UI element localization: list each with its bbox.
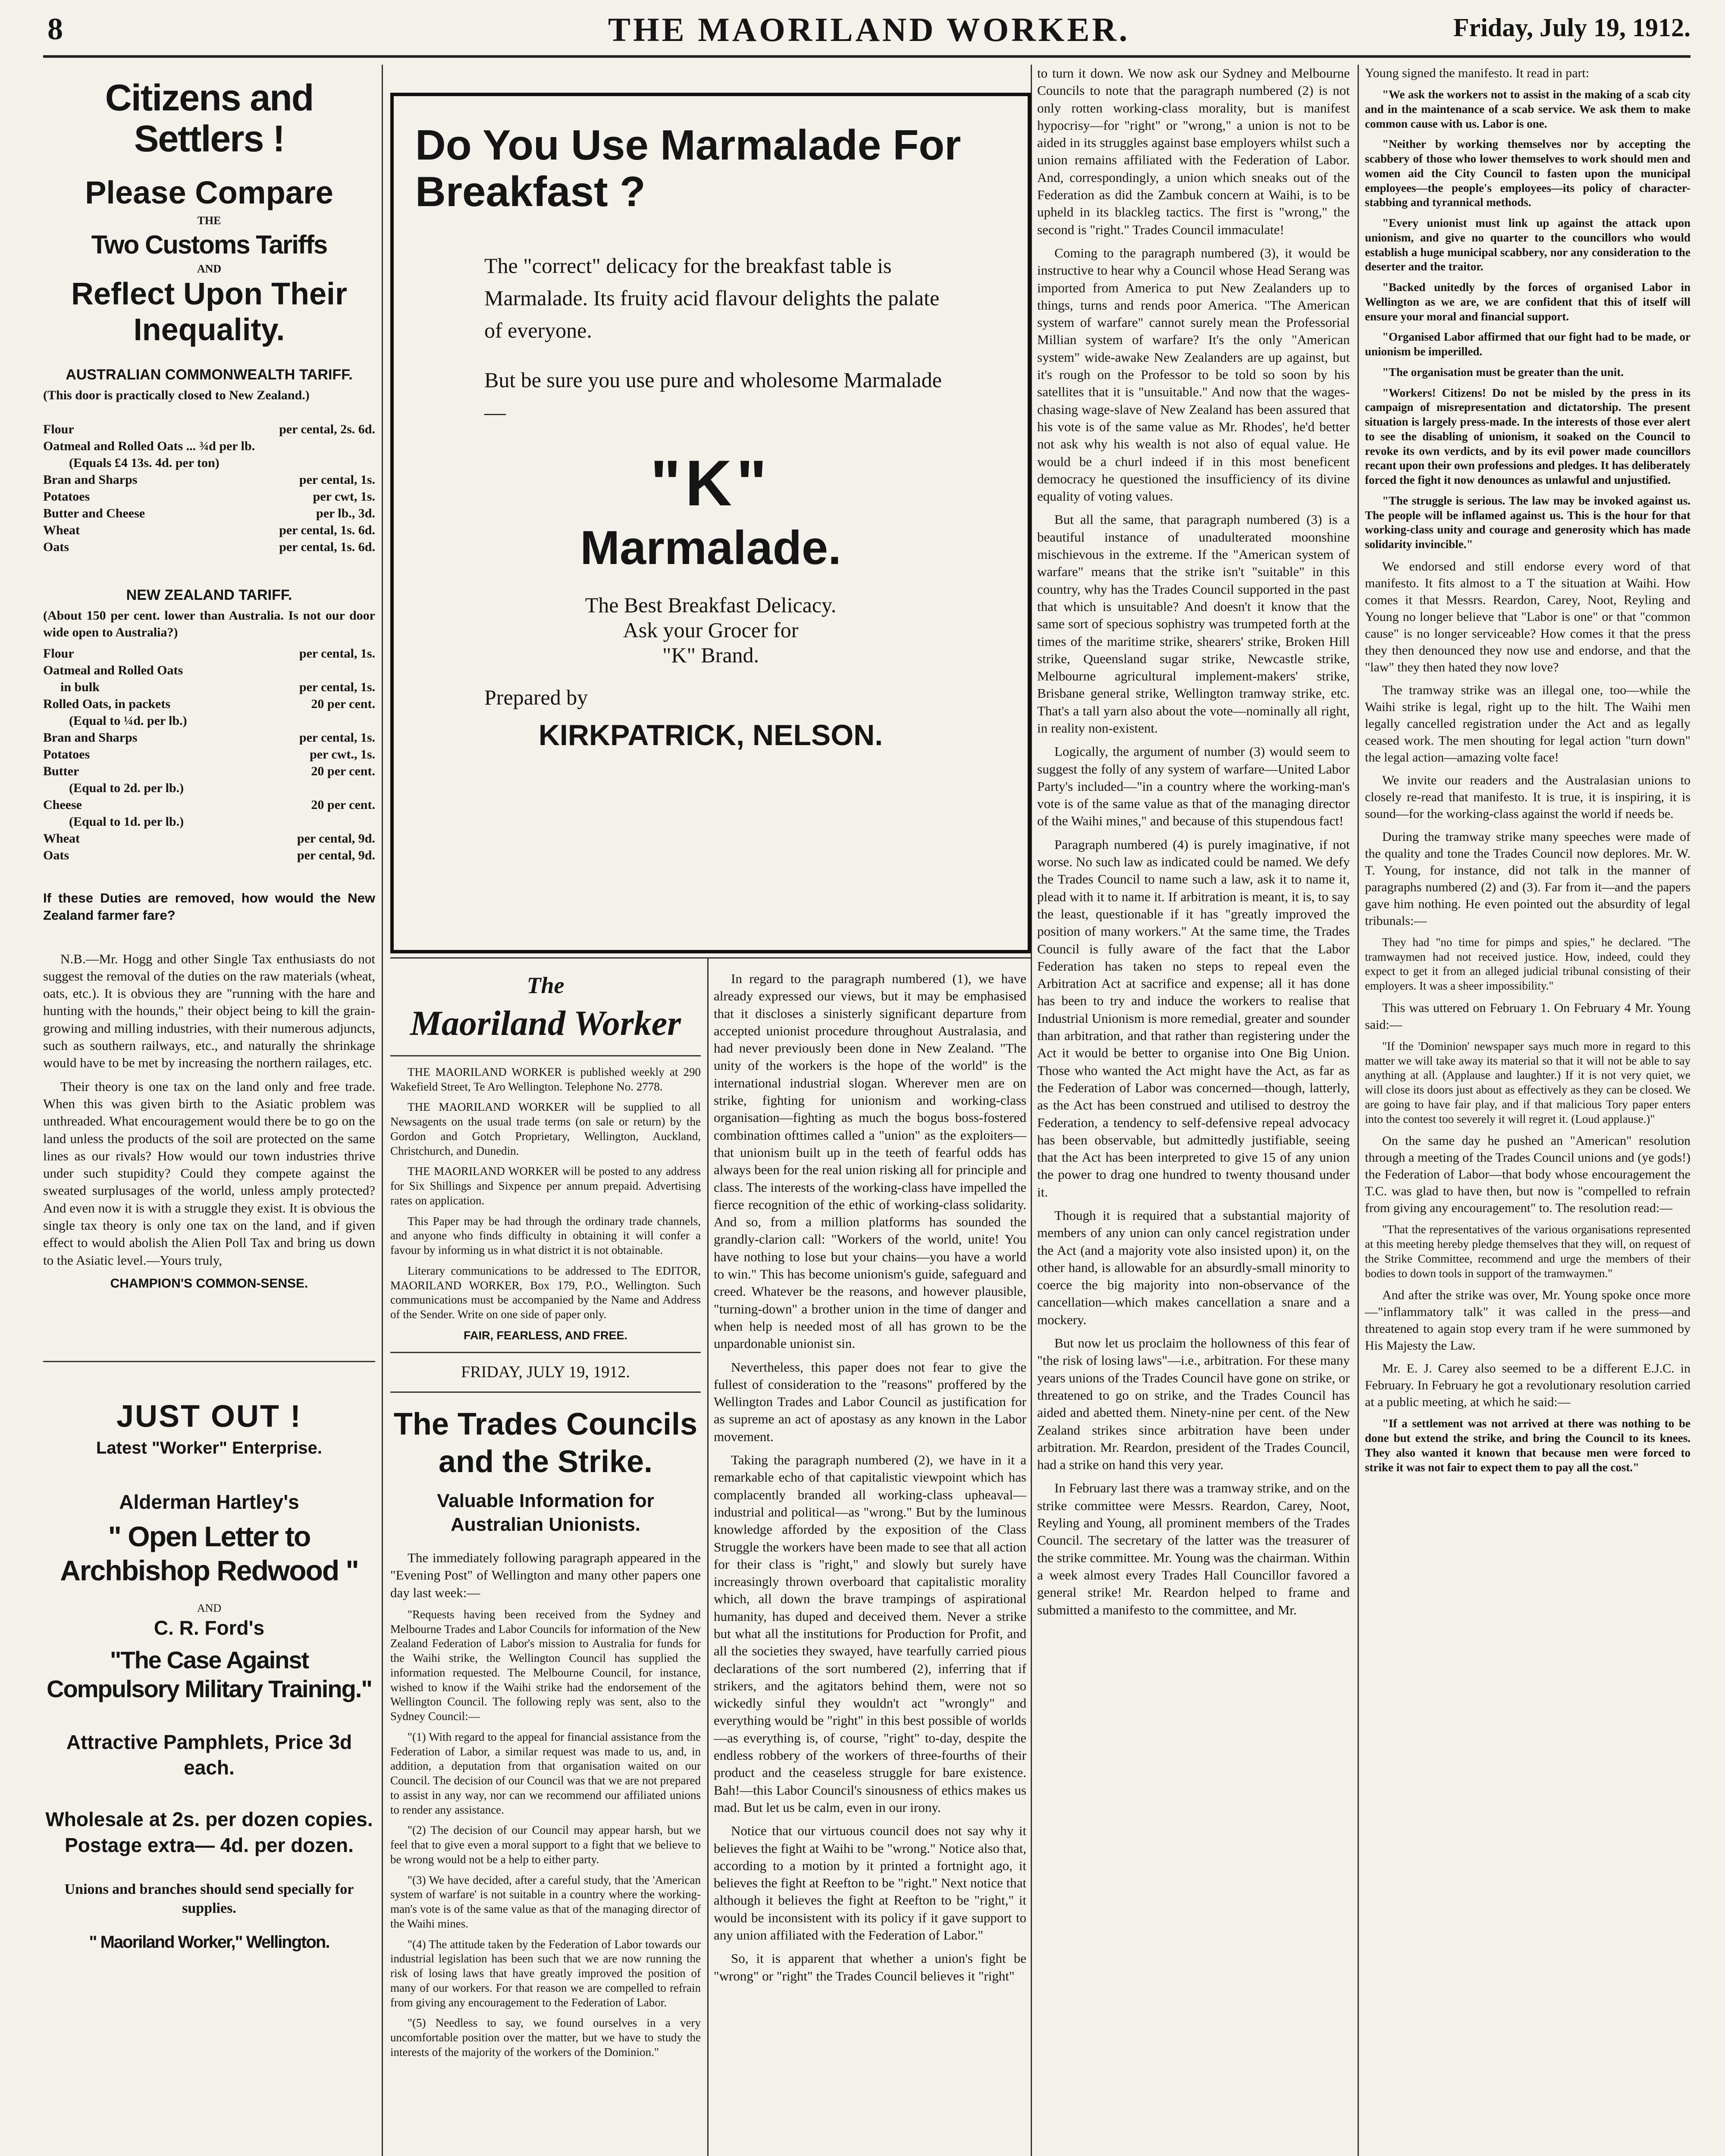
column-divider — [382, 65, 383, 2156]
tariff-row: (Equal to 2d. per lb.) — [69, 780, 184, 795]
masthead: THE MAORILAND WORKER. — [608, 11, 1130, 48]
article-paragraph: Nevertheless, this paper does not fear to give the fullest of consideration to the "reasons" proffered by the Wellington Trades and Labor Council as justification for as supreme an act of apostasy as any known in the Labor movement. — [714, 1359, 1026, 1444]
quoted-paragraph: "(3) We have decided, after a careful study, that the 'American system of warfare' is not suitable in a country where the working-man's vote is of the same value as that of the managing director of the Waihi mines. — [390, 1873, 701, 1930]
quoted-paragraph: "That the representatives of the various organisations represented at this meeting hereby pledge themselves that they will, on request of the Strike Committee, recommend and urge the members of their bodies to down tools in support of the tramwaymen." — [1365, 1223, 1690, 1280]
latest-enterprise: Latest "Worker" Enterprise. — [96, 1438, 323, 1458]
column-divider — [707, 957, 709, 2156]
ad-body-2: But be sure you use pure and wholesome Marmalade— — [484, 367, 942, 424]
column-divider — [1358, 65, 1359, 2156]
tariff-row: (Equals £4 13s. 4d. per ton) — [69, 455, 220, 470]
article-paragraph: Taking the paragraph numbered (2), we have in it a remarkable echo of that capitalistic viewpoint which has complacently branded all working-class upheaval—industrial and political—as "wrong." But by the luminous knowledge afforded by the exposition of the Class Struggle the workers have been made to see that all action for their class is "right," and slowly but surely have increasingly thrown overboard that capitalistic morality which, all down the brave trampings of aspirational humanity, has duped and deceived them. Never a strike but what all the institutions for Production for Profit, and all the societies they swayed, have tearfully carried pious declarations of the sort numbered (2), inferring that if strikers, and the agitators behind them, were not so wickedly sinful they wouldn't act "wrongly" and everything would be "right" in this best possible of worlds—as everything is, of course, "right" to-day, despite the endless robbery of the workers of three-fourths of their product and the ceaseless struggle for bare existence. Bah!—this Labor Council's sinousness of ethics makes us mad. But let us be calm, even in our irony. — [714, 1452, 1026, 1815]
article-paragraph: Mr. E. J. Carey also seemed to be a different E.J.C. in February. In February he got a revolutionary resolution carried at a public meeting, at which he said:— — [1365, 1361, 1690, 1410]
tariff-row: Wheat per cental, 1s. 6d. — [43, 523, 375, 537]
signature: CHAMPION'S COMMON-SENSE. — [110, 1276, 308, 1291]
tariff-row: Flour per cental, 2s. 6d. — [43, 422, 375, 436]
worker-address: " Maoriland Worker," Wellington. — [89, 1933, 329, 1952]
article-paragraph: In February last there was a tramway strike, and on the strike committee were Messrs. Reardon, Carey, Noot, Reyling and Young, all prominent members of the Trades Council. The secretary of the latter was the treasurer of the strike committee. Mr. Young was the chairman. Within a week almost every Trades Hall Councillor favored a general strike! Mr. Reardon helped to frame and submitted a manifesto to the committee, and Mr. — [1037, 1480, 1350, 1617]
paper-title-the: The — [527, 972, 565, 998]
page-number: 8 — [47, 12, 63, 46]
article-paragraph: Paragraph numbered (4) is purely imaginative, if not worse. No such law as indicated could be named. We defy the Trades Council to name such a law, ask it to name it, plead with it to name it. If arbitration is meant, it is, to say the least, questionable if it has "greatly improved the position of many workers." At the same time, the Trades Council is fully aware of the fact that the Labor Federation has taken no steps to repeal even the Arbitration Act at sacrifice and expense; all it has done has been to try and induce the workers to realise that Industrial Unionism is more remedial, greater and sounder than arbitration, and that rather than registering under the Act it would be better to organise into One Big Union. Those who wanted the Act might have the Act, as far as the Federation of Labor was concerned—though, latterly, as the Act has been construed and utilised to destroy the Federation, a tendency to self-defensive repeal advocacy has been observable, but admittedly justifiable, seeing that the Act has been interpreted to give 15 of any union the power to drag one hundred to twenty thousand under it. — [1037, 837, 1350, 1200]
cr-ford: C. R. Ford's — [154, 1617, 265, 1639]
page-header — [47, 9, 1690, 52]
ad-headline: Do You Use Marmalade For Breakfast ? — [415, 121, 961, 215]
ad-prepared: Prepared by — [484, 685, 588, 709]
article-paragraph: But all the same, that paragraph numbered (3) is a beautiful instance of unadulterated moonshine mischievous in the extreme. If the "American system of warfare" means that the strike isn't "suitable" in this country, why has the Trades Council supported in the past that which is unsuitable? And doesn't it know that the same sort of specious sophistry was trumpeted forth at the times of the maritime strike, shearers' strike, Broken Hill strike, Queensland sugar strike, Newcastle strike, Melbourne agricultural implement-makers' strike, Brisbane general strike, Wellington tramway strike, etc. That's a tall yarn also about the vote—nominally all right, in reality non-existent. — [1037, 512, 1350, 736]
tariff-row: Oatmeal and Rolled Oats — [43, 663, 183, 677]
editorial-dateline: FRIDAY, JULY 19, 1912. — [461, 1363, 630, 1381]
quoted-paragraph: "(5) Needless to say, we found ourselves in a very uncomfortable position over the matter, but we have to study the interests of the majority of the workers of the Dominion." — [390, 2016, 701, 2059]
editorial-subhead: Valuable Information for Australian Unionists. — [437, 1490, 654, 1536]
tariff-row: Butter and Cheese per lb., 3d. — [43, 506, 375, 520]
tariff-row: (Equal to ¼d. per lb.) — [69, 713, 187, 728]
ad-k-brand: "K" — [650, 446, 772, 519]
manifesto-paragraph: "The struggle is serious. The law may be invoked against us. The people will be inflamed against us. This is the hour for that working-class unity and courage and generosity which has made solidarity invincible." — [1365, 494, 1690, 551]
paper-motto: FAIR, FEARLESS, AND FREE. — [463, 1329, 628, 1342]
alderman-hartley: Alderman Hartley's — [119, 1491, 299, 1514]
quoted-paragraph: They had "no time for pimps and spies," he declared. "The tramwaymen had not received justice. How, indeed, could they expect to get it from an alleged judicial tribunal consisting of their employers. It was a sheer impossibility." — [1365, 935, 1690, 992]
manifesto-paragraph: "Workers! Citizens! Do not be misled by the press in its campaign of misrepresentation and dictatorship. The present situation is largely press-made. In the interests of those ever alert to see the disabling of unionism, it soaked on the Council to revoke its own verdicts, and by its evil power made councillors recant upon their own professions and pledges. It has deliberately forced the fight it now denounces as unlawful and unjustified. — [1365, 386, 1690, 486]
manifesto-paragraph: "Neither by working themselves nor by accepting the scabbery of those who lower themselves to work should men and women aid the City Council to fasten upon the municipal employees—the people's employees—its policy of character-stabbing and tyrannical methods. — [1365, 138, 1690, 209]
ad-best: The Best Breakfast Delicacy. — [585, 592, 837, 617]
manifesto-paragraph: "We ask the workers not to assist in the making of a scab city and in the maintenance of a scab service. We ask them to make common cause with us. Labor is one. — [1365, 88, 1690, 130]
just-out: JUST OUT ! — [116, 1399, 302, 1434]
please-compare: Please Compare — [85, 175, 333, 211]
article-paragraph: So, it is apparent that whether a union's fight be "wrong" or "right" the Trades Council believes it "right" — [714, 1951, 1026, 1984]
article-paragraph: The tramway strike was an illegal one, too—while the Waihi strike is legal, right up to the hilt. The Waihi men legally cancelled registration under the Act and as legally ceased work. The men shouting for legal action "turn down" the legal action—amazing volte face! — [1365, 683, 1690, 765]
and-label-2: AND — [197, 1601, 222, 1614]
tariff-row: Bran and Sharps per cental, 1s. — [43, 730, 375, 745]
article-paragraph: Logically, the argument of number (3) would seem to suggest the folly of any system of warfare—United Labor Party's included—"in a country where the working-man's vote is of the same value as that of the managing director of the Waihi mines," and because of this stupendous fact! — [1037, 744, 1350, 829]
tariff-row: Cheese 20 per cent. — [43, 797, 375, 812]
manifesto-paragraph: "Backed unitedly by the forces of organised Labor in Wellington as we are, we are confident that this of itself will ensure your moral and financial support. — [1365, 281, 1690, 323]
info-paragraph: THE MAORILAND WORKER is published weekly at 290 Wakefield Street, Te Aro Wellington. Telephone No. 2778. — [390, 1065, 701, 1093]
nz-tariff-note: (About 150 per cent. lower than Australia. Is not our door wide open to Australia?) — [43, 608, 375, 639]
tariff-row: Oats per cental, 1s. 6d. — [43, 539, 375, 554]
case-against-title: "The Case Against Compulsory Military Training." — [47, 1646, 372, 1703]
two-customs: Two Customs Tariffs — [91, 230, 327, 260]
ad-marmalade: Marmalade. — [580, 521, 841, 574]
article-paragraph: We endorsed and still endorse every word of that manifesto. It fits almost to a T the situation at Waihi. How comes it that Messrs. Reardon, Carey, Noot, Reyling and Young no longer believe that "Labor is one" or that "common cause" is no longer serviceable? How comes it that the press they then denounced they now use and endorse, and that the "law" they then hated they now love? — [1365, 559, 1690, 674]
section-rule — [390, 1352, 701, 1353]
article-paragraph: to turn it down. We now ask our Sydney and Melbourne Councils to note that the paragraph numbered (2) is not only rotten working-class morality, but is manifest hypocrisy—for "right" or "wrong," a union is not to be aided in its struggles against base employers whilst such a union remains affiliated with the Federation of Labor. And, correspondingly, a union which sneaks out of the Federation as did the Zambuk concern at Waihi, is to be upheld in its blackleg tactics. The first is "wrong," the second is "right." Trades Council immaculate! — [1037, 66, 1350, 237]
manifesto-paragraph: "Organised Labor affirmed that our fight had to be made, or unionism be imperilled. — [1365, 330, 1690, 358]
paper-title: Maoriland Worker — [410, 1003, 681, 1043]
column-2 — [390, 970, 701, 2066]
marmalade-advertisement — [390, 93, 1031, 953]
editorial-headline: The Trades Councils and the Strike. — [393, 1407, 698, 1479]
unions-supplies: Unions and branches should send specially for supplies. — [64, 1881, 354, 1916]
info-paragraph: THE MAORILAND WORKER will be supplied to all Newsagents on the usual trade terms (on sale or return) by the Gordon and Gotch Proprietary, Wellington, Auckland, Christchurch, and Dunedin. — [390, 1100, 701, 1157]
header-rule — [43, 55, 1690, 58]
quoted-paragraph: "If the 'Dominion' newspaper says much more in regard to this matter we will take away its material so that it will not be able to say anything at all. (Applause and laughter.) If it is not very quiet, we will close its doors just about as effectively as they can be closed. We are going to have fair play, and if that malicious Tory paper enters into the contest too severely it will regret it. (Loud applause.)" — [1365, 1039, 1690, 1125]
ad-maker: KIRKPATRICK, NELSON. — [538, 718, 883, 752]
article-paragraph: Coming to the paragraph numbered (3), it would be instructive to hear why a Council whose Head Serang was imported from America to put New Zealanders up to things, turns and rends poor America. "The American system of warfare" cannot surely mean the Professorial Millian system of warfare? It's the only "American system" wide-awake New Zealanders are up against, but it's rough on the Professor to be told so soon by his satellites that it is "unsuitable." And now that the wages-chasing wage-slave of New Zealand has been assured that his vote is of the same value as Mr. Rhodes', he'd better not ask why his wealth is not also of equal value. He would be a churl indeed if in this most beneficent democracy he questioned the insufficiency of its divine equality of voting values. — [1037, 245, 1350, 504]
tariff-row: Bran and Sharps per cental, 1s. — [43, 472, 375, 487]
article-paragraph: We invite our readers and the Australasian unions to closely re-read that manifesto. It is true, it is inspiring, it is sound—for the working-class against the world if needs be. — [1365, 773, 1690, 821]
tariff-row: Rolled Oats, in packets 20 per cent. — [43, 696, 375, 711]
nb-paragraph: N.B.—Mr. Hogg and other Single Tax enthusiasts do not suggest the removal of the duties on the raw materials (wheat, oats, etc.). It is obvious they are "running with the hare and hunting with the hounds," their object being to kill the grain-growing and milling industries, with their numerous adjuncts, such as southern railways, etc., and naturally the shrinkage would have to be met by increasing the northern railages, etc. — [43, 951, 375, 1071]
ad-brand: "K" Brand. — [662, 642, 759, 667]
aus-tariff-title: AUSTRALIAN COMMONWEALTH TARIFF. — [66, 366, 353, 383]
article-paragraph: During the tramway strike many speeches were made of the quality and tone the Trades Council now deplores. Mr. W. T. Young, for instance, did not talk in the manner of paragraphs numbered (2) and (3). Far from it—and the papers gave him nothing. He even pointed out the absurdity of legal tribunals:— — [1365, 829, 1690, 928]
tariff-row: in bulk per cental, 1s. — [60, 680, 375, 694]
theory-paragraph: Their theory is one tax on the land only and free trade. When this was given birth to the Asiatic problem was unthreaded. What encouragement would there be to go on the land unless the products of the soil are protected on the same lines as our rivals? How would our town industries thrive under such stupidity? Could they compete against the sweated surplusages of the world, unless amply protected? And even now it is with a struggle they exist. It is obvious the single tax theory is only one tax on the land, and if given effect to would abolish the Alien Poll Tax and bring us down to the Asiatic level.—Yours truly, — [43, 1078, 375, 1268]
issue-date: Friday, July 19, 1912. — [1453, 13, 1690, 42]
attractive-pamphlets: Attractive Pamphlets, Price 3d each. — [66, 1730, 352, 1779]
article-paragraph: Though it is required that a substantial majority of members of any union can only cancel registration under the Act (and a majority vote also insisted upon) it, on the other hand, is allowable for an absurdly-small minority to coerce the big majority into non-observance of the cancellation—which makes cancellation a snare and a mockery. — [1037, 1208, 1350, 1327]
tariff-row: Oats per cental, 9d. — [43, 848, 375, 862]
aus-tariff-note: (This door is practically closed to New Zealand.) — [43, 388, 310, 402]
aus-tariff-table — [43, 421, 375, 555]
tariff-row: Oatmeal and Rolled Oats ... ¾d per lb. — [43, 439, 255, 453]
tariff-row: Butter 20 per cent. — [43, 764, 375, 778]
column-4 — [1037, 65, 1350, 1625]
tariff-row: (Equal to 1d. per lb.) — [69, 814, 184, 829]
tariff-row: Flour per cental, 1s. — [43, 646, 375, 661]
column-3 — [714, 970, 1026, 1991]
article-paragraph: This was uttered on February 1. On February 4 Mr. Young said:— — [1365, 1000, 1690, 1032]
article-paragraph: In regard to the paragraph numbered (1), we have already expressed our views, but it may be emphasised that it discloses a sinisterly significant departure from accepted unionist procedure throughout Australasia, and had never previously been done in New Zealand. "The unity of the workers is the hope of the world" is the international industrial slogan. Wherever men are on strike, fighting for unionism and working-class organisation—fighting as much the bogus boss-fostered combination ofttimes called a "union" as the exploiters—that unionism built up in the teeth of fearful odds has always been for the real union risking all for principle and class. The interests of the working-class have impelled the fierce recognition of the ethic of working-class solidarity. And so, from a million platforms has sounded the grandly-clarion call: "Workers of the world, unite! You have nothing to lose but your chains—you have a world to win." This has become unionism's guide, safeguard and creed. Whatever be the reasons, and however plausible, "turning-down" a brother union in the time of danger and when help is needed most of all has grown to be the unpardonable unionist sin. — [714, 971, 1026, 1351]
section-rule — [390, 957, 1031, 959]
nz-tariff-title: NEW ZEALAND TARIFF. — [126, 586, 292, 603]
quoted-paragraph: "If a settlement was not arrived at there was nothing to be done but extend the strike, and bring the Council to its knees. They also wanted it known that because men were forced to strike it was not fair to expect them to pay all the cost." — [1365, 1417, 1690, 1474]
article-paragraph: Young signed the manifesto. It read in part: — [1365, 66, 1590, 80]
section-rule — [43, 1361, 375, 1362]
ad-ask: Ask your Grocer for — [623, 617, 799, 642]
info-paragraph: Literary communications to be addressed to The EDITOR, MAORILAND WORKER, Box 179, P.O., Wellington. Such communications must be accompanied by the Name and Address of the Sender. Write on one side of paper only. — [390, 1264, 701, 1321]
tariff-row: Potatoes per cwt., 1s. — [43, 747, 375, 761]
article-paragraph: On the same day he pushed an "American" resolution through a meeting of the Trades Council unions and (ye gods!) the Federation of Labor—that body whose encouragement the T.C. was glad to have then, but now is "compelled to refrain from giving any encouragement" to. The resolution read:— — [1365, 1134, 1690, 1216]
duties-question: If these Duties are removed, how would the New Zealand farmer fare? — [43, 890, 375, 923]
open-letter-title: " Open Letter to Archbishop Redwood " — [60, 1520, 358, 1587]
info-paragraph: This Paper may be had through the ordinary trade channels, and anyone who finds difficulty in obtaining it will confer a favour by informing us in what district it is not obtainable. — [390, 1214, 701, 1257]
ad-body-1: The "correct" delicacy for the breakfast table is Marmalade. Its fruity acid flavour delights the palate of everyone. — [484, 253, 940, 342]
quoted-paragraph: "(1) With regard to the appeal for financial assistance from the Federation of Labor, a similar request was made to us, and, in addition, a deputation from that organisation waited on our Council. The decision of our Council was that we are not prepared to assist in any way, nor can we recommend our affiliated unions to render any assistance. — [390, 1730, 701, 1816]
reflect-heading: Reflect Upon Their Inequality. — [71, 276, 348, 347]
nz-tariff-table — [43, 645, 375, 864]
tariff-row: Wheat per cental, 9d. — [43, 831, 375, 846]
and-label: AND — [197, 263, 222, 276]
the-label: THE — [197, 214, 221, 227]
citizens-heading: Citizens and Settlers ! — [105, 77, 314, 160]
wholesale-info: Wholesale at 2s. per dozen copies. Postage extra— 4d. per dozen. — [45, 1808, 373, 1856]
manifesto-paragraph: "Every unionist must link up against the attack upon unionism, and give no quarter to the councillors who would establish a huge municipal scabbery, nor any consideration to the deserter and the traitor. — [1365, 216, 1690, 273]
article-paragraph: Notice that our virtuous council does not say why it believes the fight at Waihi to be "wrong." Notice also that, according to a motion by it printed a fortnight ago, it believes the fight at Reefton to be "right." Next notice that although it believes the fight at Reefton to be "right," it would be inconsistent with its policy if it gave support to any union affiliated with the Federation of Labor." — [714, 1823, 1026, 1943]
quoted-paragraph: "(4) The attitude taken by the Federation of Labor towards our industrial legislation has been such that we are now running the risk of losing laws that have greatly improved the position of many of our workers. For that reason we are compelled to refrain from giving any encouragement to the Federation of Labor. — [390, 1937, 701, 2009]
quoted-paragraph: "(2) The decision of our Council may appear harsh, but we feel that to give even a moral support to a fight that we believe to be wrong would not be a help to either party. — [390, 1824, 701, 1866]
column-5 — [1365, 65, 1690, 1481]
manifesto-paragraph: "The organisation must be greater than the unit. — [1382, 365, 1624, 379]
quoted-paragraph: "Requests having been received from the Sydney and Melbourne Trades and Labor Councils for information of the New Zealand Federation of Labor's mission to Australia for funds for the Waihi strike, the Wellington Council has supplied the information requested. The Melbourne Council, for instance, wished to know if the Waihi strike had the endorsement of the Wellington Council. The following reply was sent, also to the Sydney Council:— — [390, 1608, 701, 1723]
section-rule — [390, 1055, 701, 1056]
article-paragraph: And after the strike was over, Mr. Young spoke once more—"inflammatory talk" it was called in the press—and threatened to again stop every tram if he were summoned by His Majesty the Law. — [1365, 1288, 1690, 1353]
tariff-row: Potatoes per cwt, 1s. — [43, 489, 375, 504]
info-paragraph: THE MAORILAND WORKER will be posted to any address for Six Shillings and Sixpence per annum prepaid. Advertising rates on application. — [390, 1165, 701, 1207]
section-rule — [390, 1391, 701, 1393]
column-1 — [43, 65, 375, 1953]
editorial-intro: The immediately following paragraph appeared in the "Evening Post" of Wellington and many other papers one day last week:— — [390, 1550, 701, 1600]
article-paragraph: But now let us proclaim the hollowness of this fear of "the risk of losing laws"—i.e., arbitration. For these many years unions of the Trades Council have gone on strike, or threatened to go on strike, and the Trades Council has aided and abetted them. Ninety-nine per cent. of the New Zealand strikes since arbitration have been under arbitration. Mr. Reardon, president of the Trades Council, had a strike on hand this very year. — [1037, 1335, 1350, 1473]
